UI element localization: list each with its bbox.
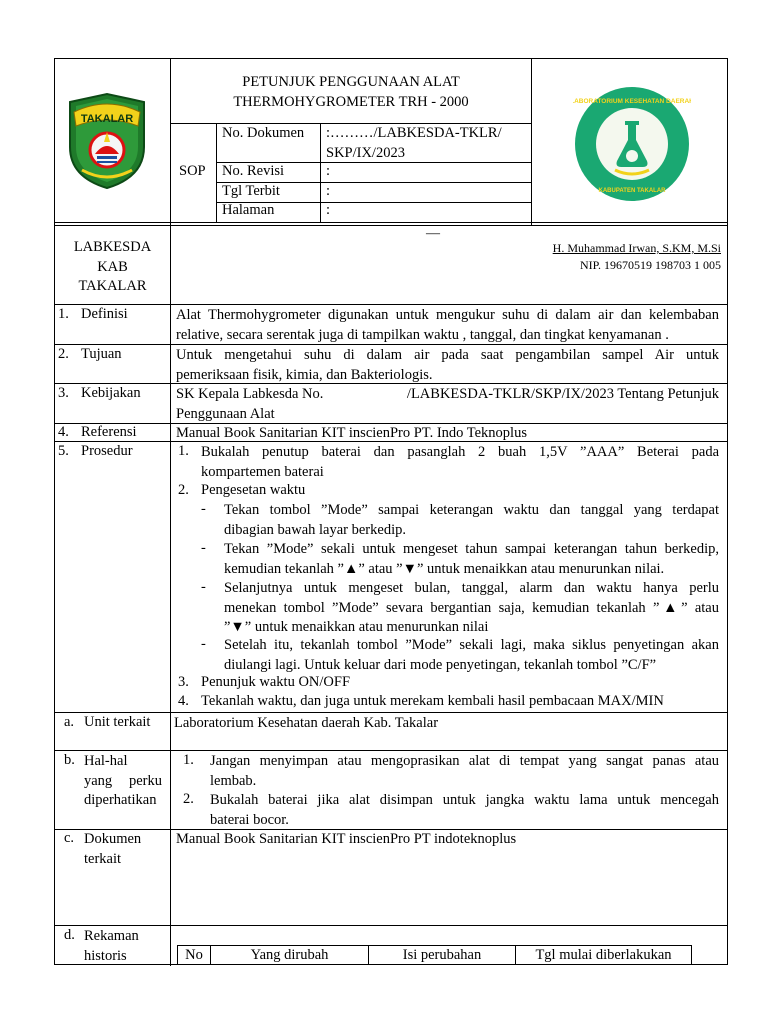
svg-text:LABORATORIUM KESEHATAN DAERAH: LABORATORIUM KESEHATAN DAERAH [573,98,691,105]
section-num: 2. [58,346,69,362]
history-table [177,945,692,964]
takalar-logo [66,92,148,190]
signatory [553,240,721,274]
section-num: c. [64,830,75,846]
section-num: 5. [58,443,69,459]
bullet-2: Tekan ”Mode” sekali untuk mengeset tahun sampai keterangan tahun berkedip, kemudian tekanlah ”▲” atau ”▼” untuk menaikkan atau menurunkan nilai. [224,541,719,577]
svg-text:TAKALAR: TAKALAR [80,113,134,125]
section-num: 3. [58,385,69,401]
definisi-text: Alat Thermohygrometer digunakan untuk mengukur suhu di dalam air dan kelembaban relative, secara serentak juga di tampilkan waktu , tanggal, dan tingkat kenyamanan . [176,307,719,343]
step-3-text: Penunjuk waktu ON/OFF [201,674,351,690]
signatory-name: H. Muhammad Irwan, S.KM, M.Si [552,241,721,255]
field-label-no-dokumen: No. Dokumen [222,125,305,141]
field-value-no-dokumen: :………/LABKESDA-TKLR/ SKP/IX/2023 [326,125,502,161]
dokumen-text: Manual Book Sanitarian KIT inscienPro PT indoteknoplus [176,831,517,847]
field-label-tgl-terbit: Tgl Terbit [222,183,280,199]
field-label-halaman: Halaman [222,202,275,218]
step-1-text: Bukalah penutup baterai dan pasanglah 2 buah 1,5V ”AAA” Beterai pada kompartemen baterai [201,444,719,480]
referensi-text: Manual Book Sanitarian KIT inscienPro PT. Indo Teknoplus [176,425,527,441]
bullet-1: Tekan tombol ”Mode” sampai keterangan waktu dan tanggal yang terdapat dibagian bawah layar berkedip. [224,502,719,538]
logo-right-divider [531,58,532,225]
section-num: a. [64,714,75,730]
field-label-no-revisi: No. Revisi [222,163,285,179]
bullet-4: Setelah itu, tekanlah tombol ”Mode” sekali lagi, maka siklus penyetingan akan diulangi lagi. Untuk keluar dari mode penyetingan, tekanlah tombol ”C/F” [224,637,719,673]
bullet-mark: - [201,636,206,652]
svg-text:KABUPATEN TAKALAR: KABUPATEN TAKALAR [598,188,666,194]
sop-divider [216,123,217,223]
bullet-mark: - [201,540,206,556]
unit-text: Laboratorium Kesehatan daerah Kab. Takalar [174,715,439,731]
step-num: 3. [178,674,189,690]
item-num: 1. [183,752,194,768]
halhal-item-1: Jangan menyimpan atau mengoprasikan alat di tempat yang sangat panas atau lembab. [210,753,719,789]
section-label-definisi: Definisi [81,306,128,322]
halhal-item-2: Bukalah baterai jika alat disimpan untuk jangka waktu lama untuk mencegah baterai bocor. [210,792,719,828]
section-num: b. [64,752,75,768]
bullet-3: Selanjutnya untuk mengeset bulan, tanggal, alarm dan waktu hanya perlu menekan tombol ”Mode” sevara bergantian saja, kemudian tekanlah ”▲” atau ”▼” untuk menaikkan atau menurunkan nilai [224,580,719,635]
section-label-dokumen: Dokumen terkait [84,831,142,867]
history-header-changed: Yang dirubah [211,946,369,965]
labkesda-logo [573,85,691,203]
field-divider [320,123,321,223]
signatory-nip: NIP. 19670519 198703 1 005 [579,258,721,272]
section-label-unit: Unit terkait [84,714,151,730]
sop-label: SOP [179,163,206,179]
header-bottom-double [54,225,728,226]
history-header-content: Isi perubahan [369,946,516,965]
frame-top [54,58,728,59]
section-num: 4. [58,424,69,440]
field-value-halaman: : [326,202,331,218]
kebijakan-text: SK Kepala Labkesda No. /LABKESDA-TKLR/SKP/IX/2023 Tentang Petunjuk Penggunaan Alat [176,386,719,422]
step-num: 2. [178,482,189,498]
item-num: 2. [183,791,194,807]
history-header-no: No [178,946,211,965]
header-bottom [54,222,728,223]
history-header-date: Tgl mulai diberlakukan [535,947,672,963]
org-name: LABKESDA KAB TAKALAR [73,239,152,294]
step-num: 4. [178,693,189,709]
section-label-kebijakan: Kebijakan [81,385,141,401]
bullet-mark: - [201,579,206,595]
section-label-halhal: Hal-hal yang perku diperhatikan [84,753,162,808]
step-2-title: Pengesetan waktu [201,482,306,498]
document-title: PETUNJUK PENGGUNAAN ALAT THERMOHYGROMETER TRH - 2000 [233,74,469,110]
step-4-text: Tekanlah waktu, dan juga untuk merekam kembali hasil pembacaan MAX/MIN [201,693,664,709]
section-num: d. [64,927,75,943]
section-label-prosedur: Prosedur [81,443,133,459]
field-value-no-revisi: : [326,163,331,179]
field-value-tgl-terbit: : [326,183,331,199]
signature-dash: — [426,226,440,241]
section-label-rekaman: Rekaman historis [84,928,139,964]
tujuan-text: Untuk mengetahui suhu di dalam air pada saat pengambilan sampel Air untuk pemeriksaan fisik, kimia, dan Bakteriologis. [176,347,719,383]
row-line [54,925,728,926]
row-line [54,304,728,305]
row-line [54,712,728,713]
section-num: 1. [58,306,69,322]
section-label-referensi: Referensi [81,424,137,440]
row-line [54,750,728,751]
section-label-tujuan: Tujuan [81,346,122,362]
bullet-mark: - [201,501,206,517]
step-num: 1. [178,443,189,459]
